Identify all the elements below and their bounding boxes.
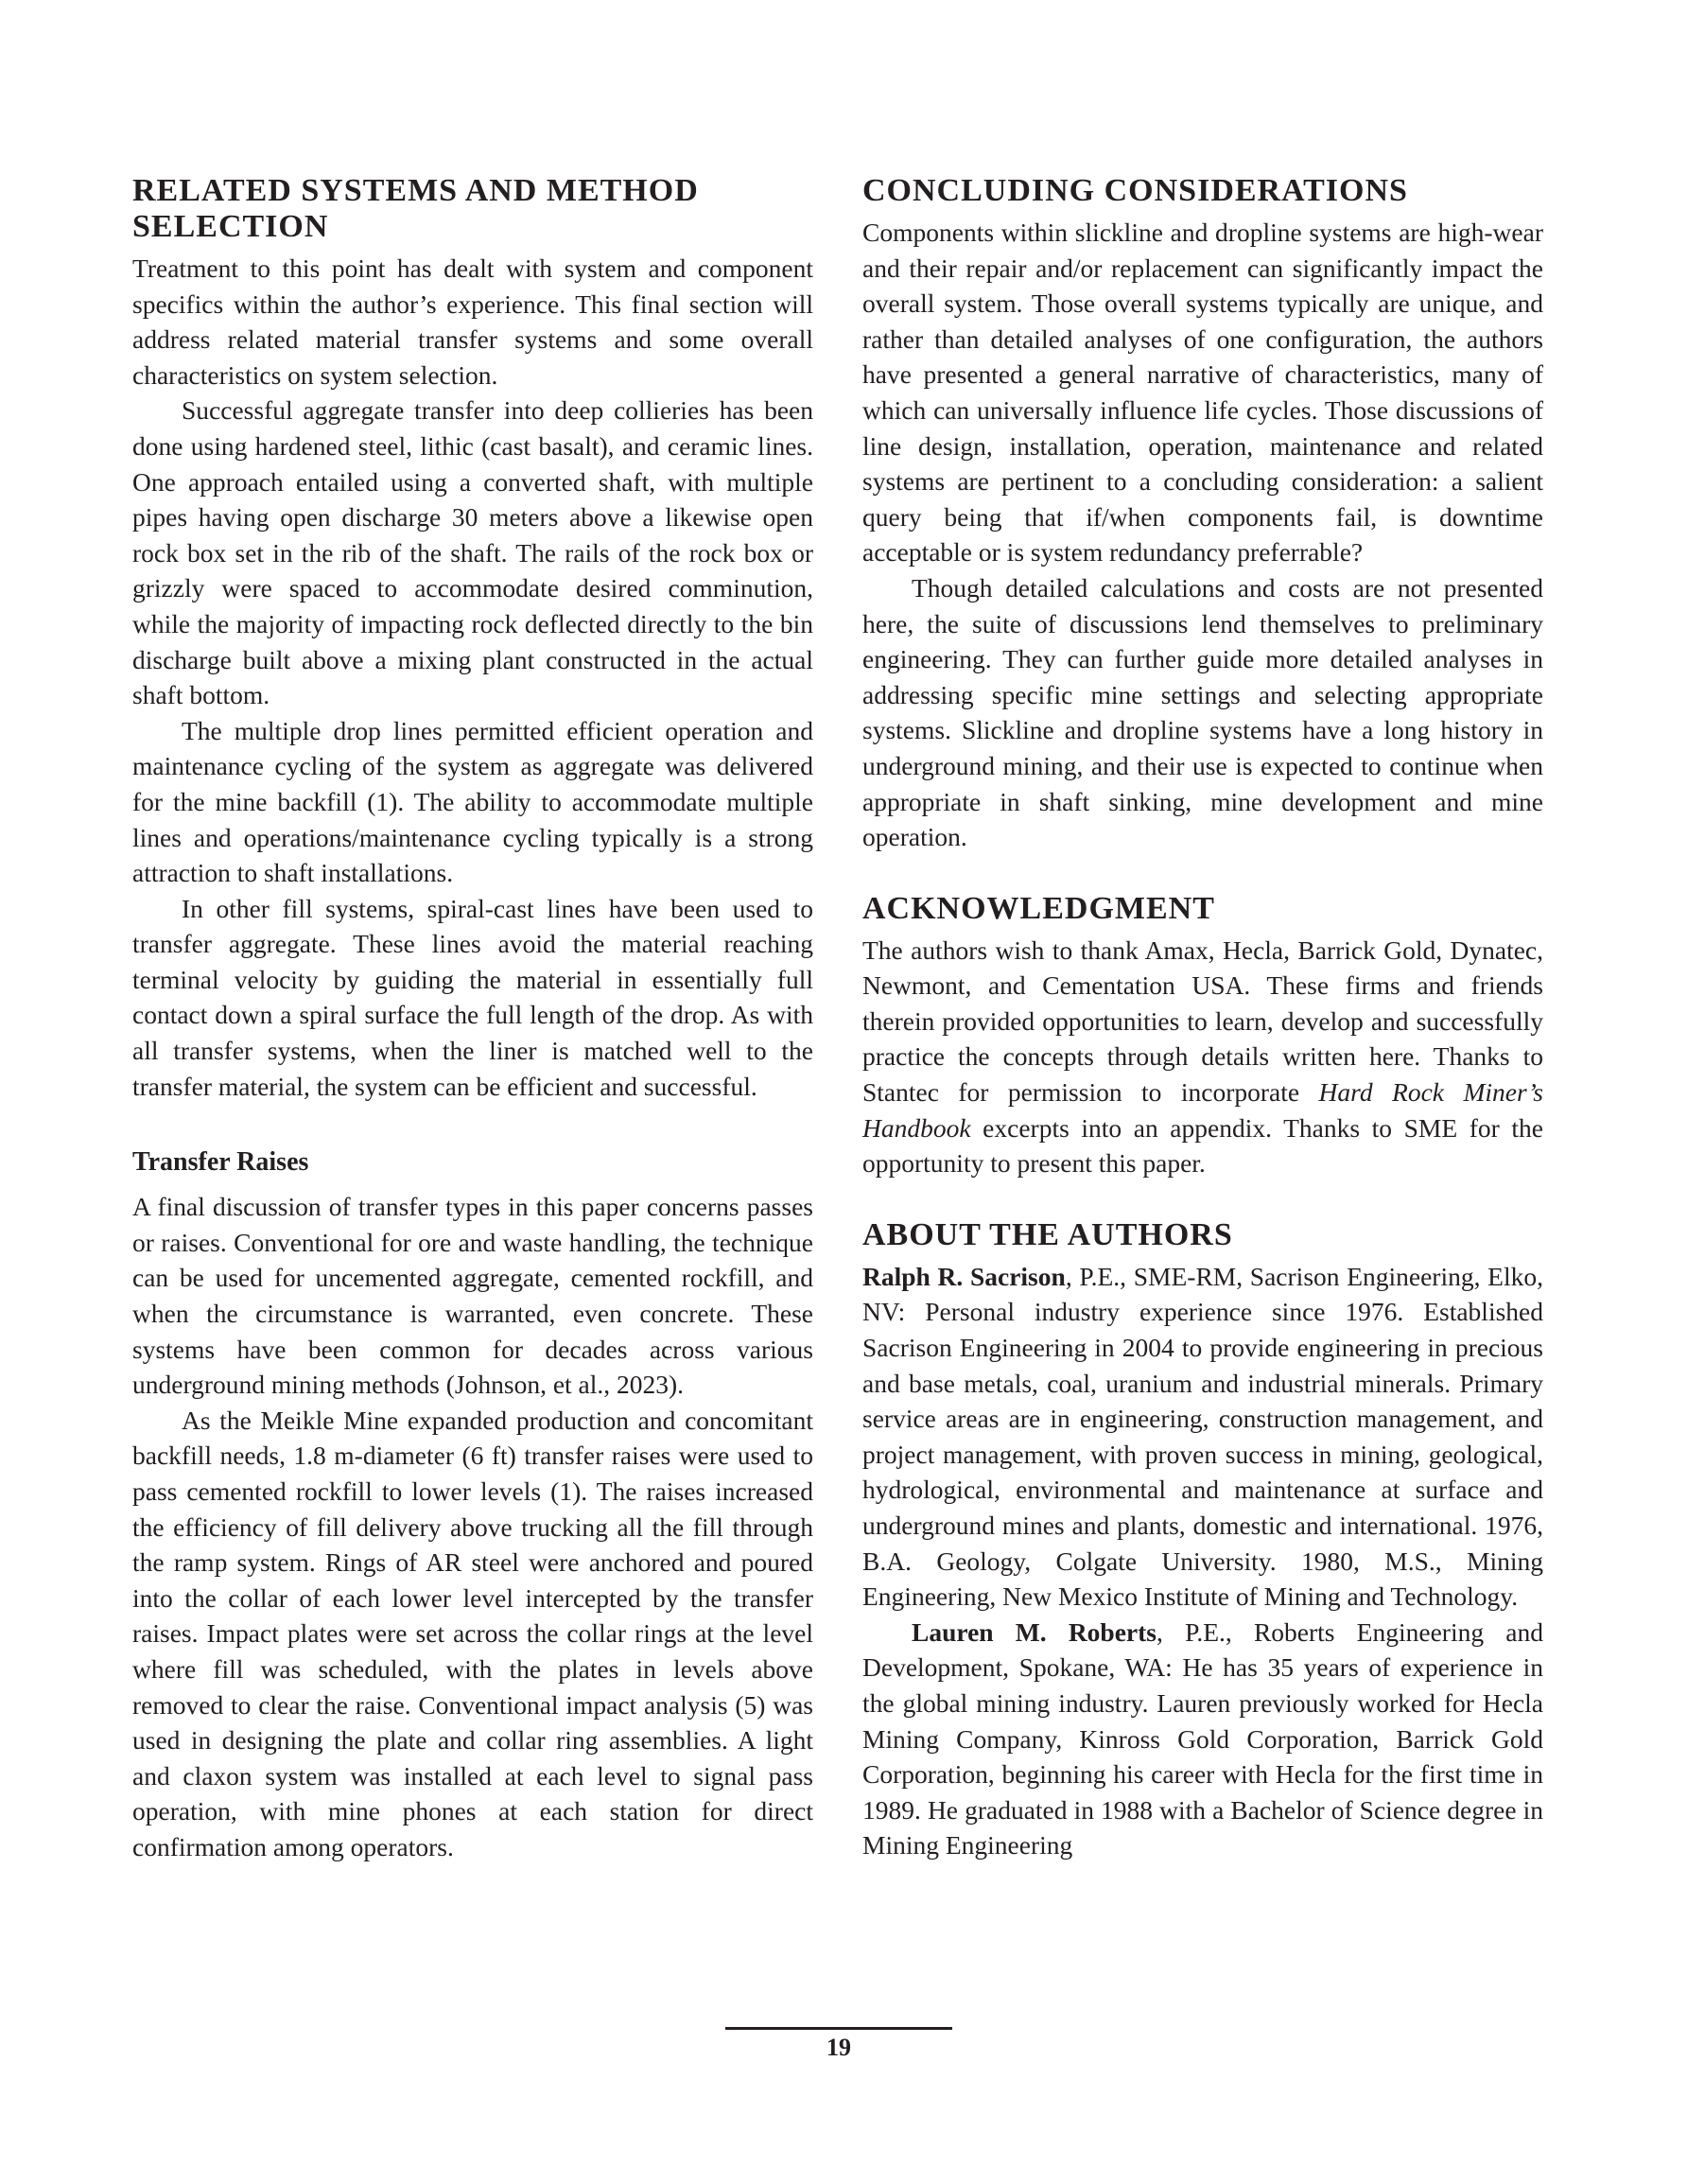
section-heading-related-systems: RELATED SYSTEMS AND METHOD SELECTION xyxy=(132,173,699,244)
right-column xyxy=(862,173,1543,1863)
book-title: Hard Rock Miner’s Handbook xyxy=(862,1077,1543,1143)
subsection-heading-transfer-raises: Transfer Raises xyxy=(132,1147,309,1178)
paragraph-acknowledgment xyxy=(862,933,1543,1181)
paragraph: In other fill systems, spiral-cast lines have been used to transfer aggregate. These lines avoid the material reaching terminal velocity by guiding the material in essentially full contact down a spiral surface the full length of the drop. As with all transfer systems, when the liner is matched well to the transfer material, the system can be efficient and successful. xyxy=(132,893,813,1101)
section-heading-acknowledgment: ACKNOWLEDGMENT xyxy=(862,890,1215,926)
paragraph: The multiple drop lines permitted efficient operation and maintenance cycling of the system as aggregate was delivered for the mine backfill (1). The ability to accommodate multiple lines and operations/maintenance cycling typically is a strong attraction to shaft installations. xyxy=(132,715,813,888)
author-bio-text: , P.E., SME-RM, Sacrison Engineering, Elko, NV: Personal industry experience since 1976. Established Sacrison Engineering in 2004 to provide engineering in precious and base metals, coal, uranium and industrial minerals. Primary service areas are in engineering, construction management, and project management, with proven success in mining, geological, hydrological, environmental and maintenance at surface and underground mines and plants, domestic and international. 1976, B.A. Geology, Colgate University. 1980, M.S., Mining Engineering, New Mexico Institute of Mining and Technology. xyxy=(862,1261,1543,1612)
section-heading-concluding: CONCLUDING CONSIDERATIONS xyxy=(862,173,1408,208)
author-bio xyxy=(862,1259,1543,1615)
author-name: Ralph R. Sacrison xyxy=(862,1261,1066,1291)
paragraph: As the Meikle Mine expanded production and concomitant backfill needs, 1.8 m-diameter (6 ft) transfer raises were used to pass cemented rockfill to lower levels (1). The raises increased the efficiency of fill delivery above trucking all the fill through the ramp system. Rings of AR steel were anchored and poured into the collar of each lower level intercepted by the transfer raises. Impact plates were set across the collar rings at the level where fill was scheduled, with the plates in levels above removed to clear the raise. Conventional impact analysis (5) was used in designing the plate and collar ring assemblies. A light and claxon system was installed at each level to signal pass operation, with mine phones at each station for direct confirmation among operators. xyxy=(132,1405,813,1861)
ack-text: excerpts into an appendix. Thanks to SME for the opportunity to present this paper. xyxy=(862,1112,1543,1179)
footer-rule xyxy=(725,2027,952,2030)
left-column xyxy=(132,173,813,1865)
author-bio xyxy=(862,1615,1543,1863)
author-bio-text: , P.E., Roberts Engineering and Development, Spokane, WA: He has 35 years of experience in the global mining industry. Lauren previously worked for Hecla Mining Company, Kinross Gold Corporation, Barrick Gold Corporation, beginning his career with Hecla for the first time in 1989. He graduated in 1988 with a Bachelor of Science degree in Mining Engineering xyxy=(862,1616,1543,1861)
paragraph: A final discussion of transfer types in this paper concerns passes or raises. Conventional for ore and waste handling, the technique can be used for uncemented aggregate, cemented rockfill, and when the circumstance is warranted, even concrete. These systems have been common for decades across various underground mining methods (Johnson, et al., 2023). xyxy=(132,1192,813,1400)
paragraph: Though detailed calculations and costs are not presented here, the suite of discussions lend themselves to preliminary engineering. They can further guide more detailed analyses in addressing specific mine settings and selecting appropriate systems. Slickline and dropline systems have a long history in underground mining, and their use is expected to continue when appropriate in shaft sinking, mine development and mine operation. xyxy=(862,572,1543,852)
page-number: 19 xyxy=(826,2034,851,2061)
section-heading-about-authors: ABOUT THE AUTHORS xyxy=(862,1216,1233,1252)
author-name: Lauren M. Roberts xyxy=(912,1616,1157,1647)
ack-text: The authors wish to thank Amax, Hecla, Barrick Gold, Dynatec, Newmont, and Cementation USA. These firms and friends therein provided opportunities to learn, develop and successfully practice the concepts through details written here. Thanks to Stantec for permission to incorporate xyxy=(862,935,1543,1108)
paragraph: Treatment to this point has dealt with system and component specifics within the author’s experience. This final section will address related material transfer systems and some overall characteristics on system selection. xyxy=(132,253,813,390)
paragraph: Successful aggregate transfer into deep collieries has been done using hardened steel, lithic (cast basalt), and ceramic lines. One approach entailed using a converted shaft, with multiple pipes having open discharge 30 meters above a likewise open rock box set in the rib of the shaft. The rails of the rock box or grizzly were spaced to accommodate desired comminution, while the majority of impacting rock deflected directly to the bin discharge built above a mixing plant constructed in the actual shaft bottom. xyxy=(132,395,813,710)
paragraph: Components within slickline and dropline systems are high-wear and their repair and/or replacement can significantly impact the overall system. Those overall systems typically are unique, and rather than detailed analyses of one configuration, the authors have presented a general narrative of characteristics, many of which can universally influence life cycles. Those discussions of line design, installation, operation, maintenance and related systems are pertinent to a concluding consideration: a salient query being that if/when components fail, is downtime acceptable or is system redundancy preferrable? xyxy=(862,218,1543,568)
